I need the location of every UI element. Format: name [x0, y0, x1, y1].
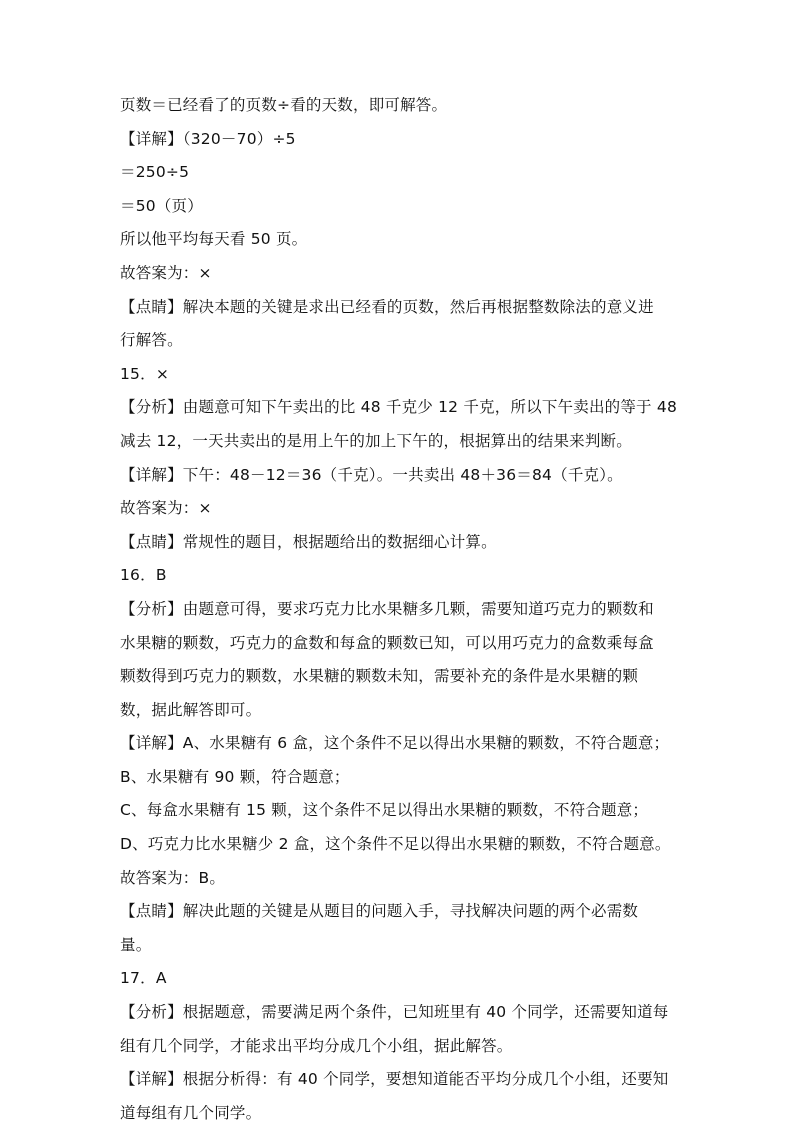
text-line: 组有几个同学，才能求出平均分成几个小组，据此解答。 [120, 1036, 513, 1055]
document-body [120, 94, 690, 1135]
text-line: 水果糖的颗数，巧克力的盒数和每盒的颗数已知，可以用巧克力的盒数乘每盒 [120, 633, 654, 652]
text-line: 道每组有几个同学。 [120, 1103, 262, 1122]
text-line: 故答案为：B。 [120, 868, 226, 887]
text-line: 故答案为：× [120, 499, 212, 518]
text-line: 所以他平均每天看 50 页。 [120, 230, 308, 249]
text-line: 量。 [120, 935, 152, 954]
question-number: 15．× [120, 364, 170, 383]
question-number: 17．A [120, 969, 167, 988]
text-line: 【点睛】解决此题的关键是从题目的问题入手，寻找解决问题的两个必需数 [120, 902, 639, 921]
text-line: 【分析】由题意可知下午卖出的比 48 千克少 12 千克，所以下午卖出的等于 48 [120, 398, 678, 417]
text-line: 【分析】由题意可得，要求巧克力比水果糖多几颗，需要知道巧克力的颗数和 [120, 599, 654, 618]
text-line: 【详解】根据分析得：有 40 个同学，要想知道能否平均分成几个小组，还要知 [120, 1070, 669, 1089]
text-line: 【点睛】解决本题的关键是求出已经看的页数，然后再根据整数除法的意义进 [120, 297, 654, 316]
text-line: 【分析】根据题意，需要满足两个条件，已知班里有 40 个同学，还需要知道每 [120, 1003, 669, 1022]
text-line: 页数＝已经看了的页数÷看的天数，即可解答。 [120, 96, 448, 114]
text-line: D、巧克力比水果糖少 2 盒，这个条件不足以得出水果糖的颗数，不符合题意。 [120, 835, 671, 854]
text-line: C、每盒水果糖有 15 颗，这个条件不足以得出水果糖的颗数，不符合题意； [120, 801, 649, 820]
text-line: 数，据此解答即可。 [120, 700, 262, 719]
text-line: 颗数得到巧克力的颗数，水果糖的颗数未知，需要补充的条件是水果糖的颗 [120, 667, 639, 686]
text-line: B、水果糖有 90 颗，符合题意； [120, 767, 350, 786]
text-line: 【点睛】常规性的题目，根据题给出的数据细心计算。 [120, 532, 497, 551]
text-line: 【详解】下午：48－12＝36（千克）。一共卖出 48＋36＝84（千克）。 [120, 465, 623, 484]
text-line: 减去 12，一天共卖出的是用上午的加上下午的，根据算出的结果来判断。 [120, 431, 632, 450]
text-line: ＝50（页） [120, 196, 203, 215]
text-line: 行解答。 [120, 331, 183, 350]
text-line: 故答案为：× [120, 263, 212, 282]
text-line: 【详解】A、水果糖有 6 盒，这个条件不足以得出水果糖的颗数，不符合题意； [120, 734, 670, 753]
text-line: 【详解】（320－70）÷5 [120, 129, 296, 148]
text-line: ＝250÷5 [120, 163, 190, 182]
question-number: 16．B [120, 566, 167, 585]
